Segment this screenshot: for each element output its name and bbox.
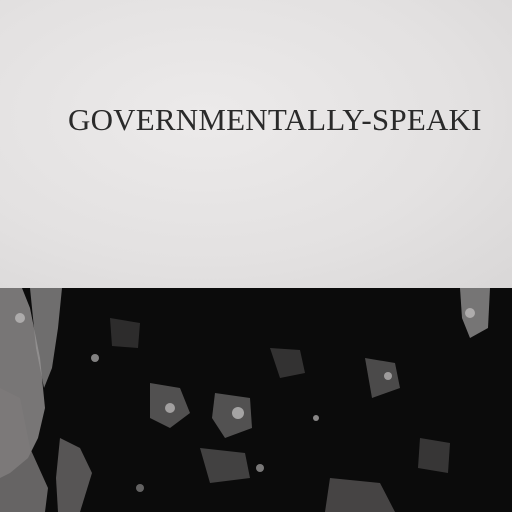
headline-text: GOVERNMENTALLY-SPEAKI [68,102,482,137]
halftone-photo-icon [0,288,512,512]
